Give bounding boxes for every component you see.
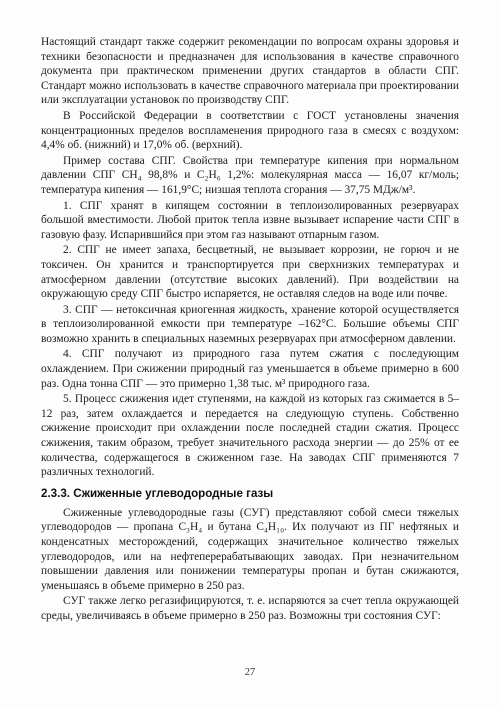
paragraph: 3. СПГ — нетоксичная криогенная жидкость, хранение которой осуществляется в теплоизолированной емкости при температуре –162°С. Большие объемы СПГ возможно хранить в специальных наземных резервуарах при атмосферном давлении. (41, 303, 459, 345)
paragraph: 5. Процесс сжижения идет ступенями, на каждой из которых газ сжимается в 5–12 раз, затем охлаждается и передается на следующую ступень. Собственно сжижение происходит при охлаждении после последней стадии сжатия. Процесс сжижения, таким образом, требует значительного расхода энергии — до 25% от ее количества, содержащегося в сжиженном газе. На заводах СПГ применяются 7 различных технологий. (41, 393, 459, 479)
paragraph: Сжиженные углеводородные газы (СУГ) представляют собой смеси тяжелых углеводородов — пропана С₃Н₄ и бутана С₄Н₁₀. Их получают из ПГ нефтяных и конденсатных месторождений, содержащих значительное количество тяжелых углеводородов, или на нефтеперерабатывающих заводах. При незначительном повышении давления или понижении температуры пропан и бутан сжижаются, уменьшаясь в объеме примерно в 250 раз. (41, 506, 459, 592)
paragraph: 4. СПГ получают из природного газа путем сжатия с последующим охлаждением. При сжижении природный газ уменьшается в объеме примерно в 600 раз. Одна тонна СПГ — это примерно 1,38 тыс. м³ природного газа. (41, 348, 459, 390)
paragraph: 1. СПГ хранят в кипящем состоянии в теплоизолированных резервуарах большой вместимости. Любой приток тепла извне вызывает испарение части СПГ в газовую фазу. Испарившийся при этом газ называют отпарным газом. (41, 199, 459, 241)
paragraph: СУГ также легко регазифицируются, т. е. испаряются за счет тепла окружающей среды, увеличиваясь в объеме примерно в 250 раз. Возможны три состояния СУГ: (41, 595, 459, 622)
paragraph: В Российской Федерации в соответствии с ГОСТ установлены значения концентрационных пределов воспламенения природного газа в смесях с воздухом: 4,4% об. (нижний) и 17,0% об. (верхний). (41, 109, 459, 152)
paragraph: Пример состава СПГ. Свойства при температуре кипения при нормальном давлении СПГ СН₄ 98,8% и С₂Н₆ 1,2%: молекулярная масса — 16,07 кг/моль; температура кипения — 161,9°С; низшая теплота сгорания — 37,75 МДж/м³. (41, 154, 459, 196)
paragraph: 2. СПГ не имеет запаха, бесцветный, не вызывает коррозии, не горюч и не токсичен. Он хранится и транспортируется при сверхнизких температурах и атмосферном давлении (отсутствие высоких давлений). При воздействии на окружающую среду СПГ быстро испаряется, не оставляя следов на воде или почве. (41, 244, 459, 301)
section-heading: 2.3.3. Сжиженные углеводородные газы (41, 486, 274, 500)
page-number: 27 (244, 667, 256, 678)
paragraph: Настоящий стандарт также содержит рекомендации по вопросам охраны здоровья и техники безопасности и предназначен для использования в качестве справочного документа при практическом применении других стандартов в области СПГ. Стандарт можно использовать в качестве справочного материала при проектировании или эксплуатации установок по производству СПГ. (41, 36, 459, 107)
